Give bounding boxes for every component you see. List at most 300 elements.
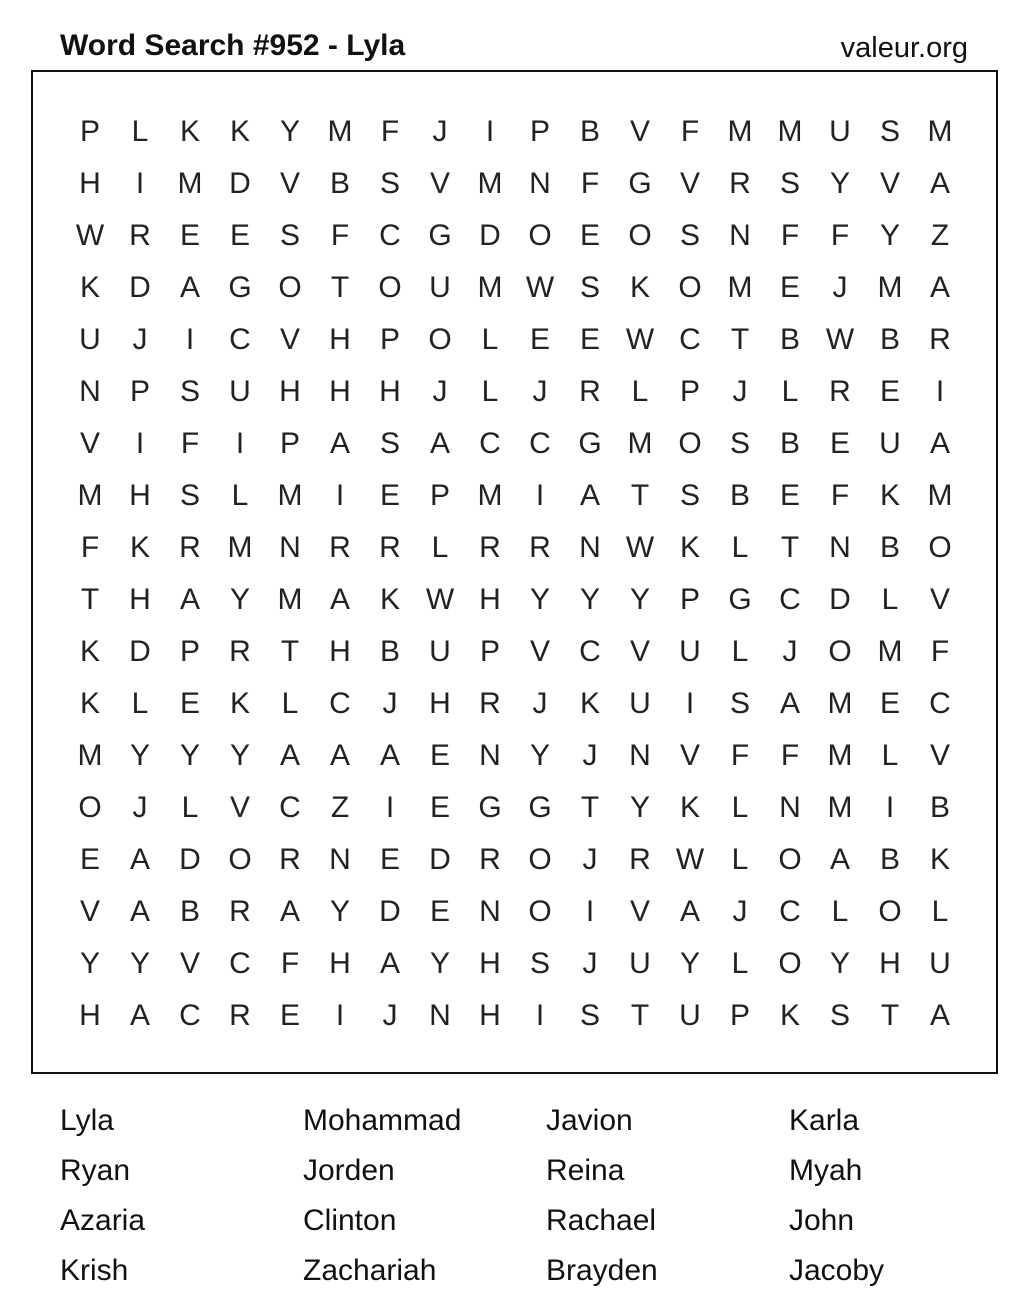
grid-letter: E: [429, 739, 450, 772]
grid-letter: N: [79, 375, 101, 408]
grid-letter: J: [132, 323, 148, 356]
word-list-item: Clinton: [303, 1204, 397, 1237]
letter-grid: [65, 106, 965, 1042]
grid-letter: V: [229, 791, 250, 824]
grid-letter: P: [179, 635, 200, 668]
grid-letter: I: [185, 323, 195, 356]
grid-letter: C: [679, 323, 701, 356]
grid-letter: W: [625, 531, 655, 564]
word-list-item: Lyla: [60, 1104, 114, 1137]
grid-letter: J: [532, 375, 548, 408]
grid-letter: I: [335, 999, 345, 1032]
grid-letter: L: [231, 479, 249, 512]
grid-letter: C: [579, 635, 601, 668]
grid-letter: N: [479, 895, 501, 928]
grid-letter: P: [729, 999, 750, 1032]
grid-letter: C: [179, 999, 201, 1032]
grid-letter: L: [731, 531, 749, 564]
grid-letter: O: [428, 323, 452, 356]
grid-letter: S: [829, 999, 850, 1032]
grid-letter: C: [229, 947, 251, 980]
grid-letter: J: [582, 739, 598, 772]
grid-letter: A: [129, 843, 150, 876]
grid-letter: H: [429, 687, 451, 720]
grid-letter: P: [379, 323, 400, 356]
grid-letter: U: [679, 635, 701, 668]
grid-letter: M: [727, 271, 753, 304]
grid-letter: V: [629, 635, 650, 668]
grid-letter: H: [479, 583, 501, 616]
grid-letter: T: [730, 323, 750, 356]
grid-letter: K: [79, 635, 100, 668]
grid-letter: L: [481, 323, 499, 356]
grid-letter: O: [928, 531, 952, 564]
grid-letter: K: [679, 531, 700, 564]
word-list-item: Jacoby: [789, 1254, 885, 1287]
grid-letter: C: [279, 791, 301, 824]
grid-letter: C: [929, 687, 951, 720]
grid-letter: Z: [330, 791, 350, 824]
grid-letter: Y: [529, 739, 550, 772]
grid-letter: D: [129, 271, 151, 304]
grid-letter: M: [277, 479, 303, 512]
grid-letter: Y: [279, 115, 300, 148]
grid-letter: L: [431, 531, 449, 564]
grid-letter: Y: [829, 167, 850, 200]
grid-letter: J: [832, 271, 848, 304]
grid-letter: U: [229, 375, 251, 408]
grid-letter: M: [877, 271, 903, 304]
grid-letter: K: [129, 531, 150, 564]
grid-letter: N: [729, 219, 751, 252]
grid-letter: L: [731, 635, 749, 668]
grid-letter: C: [779, 895, 801, 928]
grid-letter: O: [678, 271, 702, 304]
grid-letter: Y: [329, 895, 350, 928]
grid-letter: V: [179, 947, 200, 980]
grid-letter: M: [827, 739, 853, 772]
grid-letter: C: [479, 427, 501, 460]
grid-letter: Y: [829, 947, 850, 980]
grid-letter: G: [728, 583, 752, 616]
grid-letter: S: [279, 219, 300, 252]
grid-letter: O: [278, 271, 302, 304]
grid-letter: A: [129, 999, 150, 1032]
grid-letter: A: [429, 427, 450, 460]
grid-letter: Y: [679, 947, 700, 980]
grid-letter: H: [479, 947, 501, 980]
grid-letter: H: [129, 479, 151, 512]
grid-letter: A: [379, 947, 400, 980]
grid-letter: C: [329, 687, 351, 720]
grid-letter: V: [929, 739, 950, 772]
word-list-item: Mohammad: [303, 1104, 462, 1137]
grid-letter: E: [179, 687, 200, 720]
grid-letter: O: [828, 635, 852, 668]
grid-letter: O: [78, 791, 102, 824]
grid-letter: Y: [529, 583, 550, 616]
site-name: valeur.org: [840, 32, 968, 64]
grid-letter: V: [629, 115, 650, 148]
grid-letter: Y: [879, 219, 900, 252]
grid-letter: H: [329, 635, 351, 668]
grid-letter: O: [778, 947, 802, 980]
grid-letter: R: [329, 531, 351, 564]
grid-letter: M: [327, 115, 353, 148]
grid-letter: G: [428, 219, 452, 252]
grid-letter: I: [135, 167, 145, 200]
grid-letter: B: [729, 479, 750, 512]
grid-letter: D: [229, 167, 251, 200]
grid-letter: M: [727, 115, 753, 148]
grid-letter: M: [77, 739, 103, 772]
grid-letter: H: [329, 323, 351, 356]
grid-letter: S: [729, 427, 750, 460]
grid-letter: P: [479, 635, 500, 668]
grid-letter: R: [479, 843, 501, 876]
word-list-item: Krish: [60, 1254, 129, 1287]
grid-letter: H: [329, 375, 351, 408]
grid-letter: N: [829, 531, 851, 564]
grid-letter: E: [879, 687, 900, 720]
grid-letter: S: [729, 687, 750, 720]
word-list-item: Karla: [789, 1104, 860, 1137]
grid-letter: B: [779, 427, 800, 460]
grid-letter: U: [679, 999, 701, 1032]
grid-letter: E: [879, 375, 900, 408]
grid-letter: F: [380, 115, 400, 148]
grid-letter: H: [879, 947, 901, 980]
grid-letter: T: [580, 791, 600, 824]
grid-letter: L: [781, 375, 799, 408]
grid-letter: D: [179, 843, 201, 876]
grid-letter: F: [730, 739, 750, 772]
grid-letter: O: [528, 219, 552, 252]
grid-letter: B: [779, 323, 800, 356]
grid-letter: O: [528, 843, 552, 876]
grid-letter: S: [379, 167, 400, 200]
grid-letter: M: [177, 167, 203, 200]
grid-letter: E: [529, 323, 550, 356]
grid-letter: I: [585, 895, 595, 928]
grid-letter: I: [335, 479, 345, 512]
grid-letter: R: [279, 843, 301, 876]
grid-letter: I: [235, 427, 245, 460]
grid-letter: O: [678, 427, 702, 460]
grid-letter: J: [732, 895, 748, 928]
grid-letter: Y: [79, 947, 100, 980]
grid-letter: K: [79, 271, 100, 304]
grid-letter: H: [379, 375, 401, 408]
grid-letter: Y: [229, 739, 250, 772]
grid-letter: J: [532, 687, 548, 720]
grid-letter: U: [629, 687, 651, 720]
grid-letter: Y: [229, 583, 250, 616]
grid-letter: F: [180, 427, 200, 460]
grid-letter: F: [830, 479, 850, 512]
grid-letter: B: [379, 635, 400, 668]
grid-letter: K: [579, 687, 600, 720]
grid-letter: I: [685, 687, 695, 720]
grid-letter: E: [579, 323, 600, 356]
grid-letter: Y: [579, 583, 600, 616]
grid-letter: L: [831, 895, 849, 928]
grid-letter: R: [129, 219, 151, 252]
grid-letter: A: [329, 739, 350, 772]
grid-letter: K: [679, 791, 700, 824]
grid-letter: K: [229, 687, 250, 720]
grid-letter: M: [277, 583, 303, 616]
puzzle-board: [31, 70, 998, 1074]
grid-letter: L: [281, 687, 299, 720]
grid-letter: N: [429, 999, 451, 1032]
grid-letter: R: [229, 999, 251, 1032]
grid-letter: Y: [629, 791, 650, 824]
grid-letter: O: [778, 843, 802, 876]
grid-letter: C: [529, 427, 551, 460]
grid-letter: I: [935, 375, 945, 408]
grid-letter: O: [228, 843, 252, 876]
grid-letter: E: [829, 427, 850, 460]
grid-letter: A: [279, 895, 300, 928]
grid-letter: F: [580, 167, 600, 200]
grid-letter: B: [329, 167, 350, 200]
grid-letter: T: [280, 635, 300, 668]
grid-letter: O: [628, 219, 652, 252]
grid-letter: E: [379, 843, 400, 876]
grid-letter: A: [179, 271, 200, 304]
grid-letter: G: [628, 167, 652, 200]
grid-letter: E: [379, 479, 400, 512]
grid-letter: H: [479, 999, 501, 1032]
grid-letter: I: [385, 791, 395, 824]
grid-letter: J: [382, 687, 398, 720]
grid-letter: M: [927, 479, 953, 512]
grid-letter: K: [379, 583, 400, 616]
grid-letter: Z: [930, 219, 950, 252]
grid-letter: L: [631, 375, 649, 408]
grid-letter: F: [930, 635, 950, 668]
puzzle-title: Word Search #952 - Lyla: [60, 29, 406, 62]
grid-letter: N: [629, 739, 651, 772]
grid-letter: E: [179, 219, 200, 252]
grid-letter: A: [929, 271, 950, 304]
grid-letter: S: [879, 115, 900, 148]
grid-letter: Y: [629, 583, 650, 616]
grid-letter: Y: [179, 739, 200, 772]
grid-letter: H: [79, 167, 101, 200]
grid-letter: R: [529, 531, 551, 564]
grid-letter: D: [129, 635, 151, 668]
grid-letter: H: [279, 375, 301, 408]
grid-letter: Y: [129, 739, 150, 772]
grid-letter: V: [679, 739, 700, 772]
grid-letter: B: [579, 115, 600, 148]
grid-letter: F: [330, 219, 350, 252]
grid-letter: E: [279, 999, 300, 1032]
grid-letter: E: [429, 895, 450, 928]
grid-letter: A: [279, 739, 300, 772]
grid-letter: U: [79, 323, 101, 356]
grid-letter: L: [731, 791, 749, 824]
grid-letter: B: [879, 843, 900, 876]
grid-letter: N: [479, 739, 501, 772]
grid-letter: R: [479, 531, 501, 564]
grid-letter: V: [629, 895, 650, 928]
grid-letter: G: [478, 791, 502, 824]
grid-letter: J: [582, 843, 598, 876]
grid-letter: A: [329, 427, 350, 460]
grid-letter: R: [829, 375, 851, 408]
grid-letter: A: [779, 687, 800, 720]
grid-letter: N: [579, 531, 601, 564]
grid-letter: H: [329, 947, 351, 980]
grid-letter: R: [229, 895, 251, 928]
grid-letter: M: [927, 115, 953, 148]
grid-letter: U: [829, 115, 851, 148]
grid-letter: J: [132, 791, 148, 824]
grid-letter: D: [829, 583, 851, 616]
grid-letter: V: [929, 583, 950, 616]
grid-letter: D: [479, 219, 501, 252]
grid-letter: R: [729, 167, 751, 200]
word-list-item: Ryan: [60, 1154, 131, 1187]
grid-letter: R: [579, 375, 601, 408]
grid-letter: A: [829, 843, 850, 876]
grid-letter: R: [179, 531, 201, 564]
grid-letter: O: [528, 895, 552, 928]
grid-letter: F: [280, 947, 300, 980]
grid-letter: S: [679, 479, 700, 512]
grid-letter: G: [578, 427, 602, 460]
grid-letter: J: [782, 635, 798, 668]
grid-letter: V: [879, 167, 900, 200]
grid-letter: J: [732, 375, 748, 408]
grid-letter: I: [485, 115, 495, 148]
grid-letter: E: [779, 271, 800, 304]
grid-letter: M: [477, 167, 503, 200]
grid-letter: M: [477, 479, 503, 512]
grid-letter: U: [629, 947, 651, 980]
grid-letter: M: [477, 271, 503, 304]
grid-letter: G: [228, 271, 252, 304]
grid-letter: P: [679, 375, 700, 408]
grid-letter: I: [885, 791, 895, 824]
grid-letter: M: [827, 687, 853, 720]
grid-letter: D: [429, 843, 451, 876]
grid-letter: L: [181, 791, 199, 824]
grid-letter: S: [579, 271, 600, 304]
grid-letter: N: [279, 531, 301, 564]
grid-letter: W: [625, 323, 655, 356]
grid-letter: L: [931, 895, 949, 928]
grid-letter: R: [629, 843, 651, 876]
grid-letter: N: [529, 167, 551, 200]
grid-letter: I: [135, 427, 145, 460]
grid-letter: E: [579, 219, 600, 252]
grid-letter: U: [879, 427, 901, 460]
grid-letter: J: [382, 999, 398, 1032]
grid-letter: R: [929, 323, 951, 356]
grid-letter: W: [825, 323, 855, 356]
grid-letter: C: [379, 219, 401, 252]
grid-letter: C: [779, 583, 801, 616]
grid-letter: K: [779, 999, 800, 1032]
grid-letter: M: [827, 791, 853, 824]
grid-letter: R: [379, 531, 401, 564]
grid-letter: O: [878, 895, 902, 928]
grid-letter: T: [880, 999, 900, 1032]
grid-letter: A: [129, 895, 150, 928]
grid-letter: R: [479, 687, 501, 720]
grid-letter: Y: [129, 947, 150, 980]
grid-letter: S: [379, 427, 400, 460]
grid-letter: B: [879, 531, 900, 564]
grid-letter: I: [535, 999, 545, 1032]
grid-letter: H: [129, 583, 151, 616]
grid-letter: A: [379, 739, 400, 772]
word-list-item: Jorden: [303, 1154, 395, 1187]
word-list-item: John: [789, 1204, 855, 1237]
grid-letter: M: [777, 115, 803, 148]
grid-letter: E: [229, 219, 250, 252]
grid-letter: U: [429, 635, 451, 668]
grid-letter: A: [179, 583, 200, 616]
grid-letter: V: [529, 635, 550, 668]
grid-letter: K: [79, 687, 100, 720]
grid-letter: S: [779, 167, 800, 200]
grid-letter: M: [227, 531, 253, 564]
grid-letter: B: [179, 895, 200, 928]
grid-letter: R: [229, 635, 251, 668]
grid-letter: A: [679, 895, 700, 928]
grid-letter: F: [680, 115, 700, 148]
grid-letter: V: [279, 323, 300, 356]
grid-letter: F: [780, 219, 800, 252]
word-list-item: Reina: [546, 1154, 625, 1187]
grid-letter: Y: [429, 947, 450, 980]
grid-letter: A: [329, 583, 350, 616]
grid-letter: B: [929, 791, 950, 824]
grid-letter: P: [679, 583, 700, 616]
grid-letter: K: [229, 115, 250, 148]
word-list-item: Brayden: [546, 1254, 658, 1287]
word-list-item: Rachael: [546, 1204, 657, 1237]
grid-letter: T: [80, 583, 100, 616]
grid-letter: M: [877, 635, 903, 668]
grid-letter: L: [481, 375, 499, 408]
grid-letter: F: [780, 739, 800, 772]
grid-letter: S: [179, 375, 200, 408]
grid-letter: H: [79, 999, 101, 1032]
grid-letter: A: [579, 479, 600, 512]
grid-letter: S: [179, 479, 200, 512]
grid-letter: C: [229, 323, 251, 356]
grid-letter: P: [429, 479, 450, 512]
grid-letter: K: [629, 271, 650, 304]
grid-letter: T: [630, 479, 650, 512]
grid-letter: I: [535, 479, 545, 512]
word-list-item: Javion: [546, 1104, 633, 1137]
grid-letter: J: [432, 375, 448, 408]
grid-letter: L: [731, 843, 749, 876]
grid-letter: K: [179, 115, 200, 148]
grid-letter: M: [627, 427, 653, 460]
grid-letter: K: [929, 843, 950, 876]
grid-letter: P: [129, 375, 150, 408]
grid-letter: L: [881, 583, 899, 616]
grid-letter: L: [131, 687, 149, 720]
